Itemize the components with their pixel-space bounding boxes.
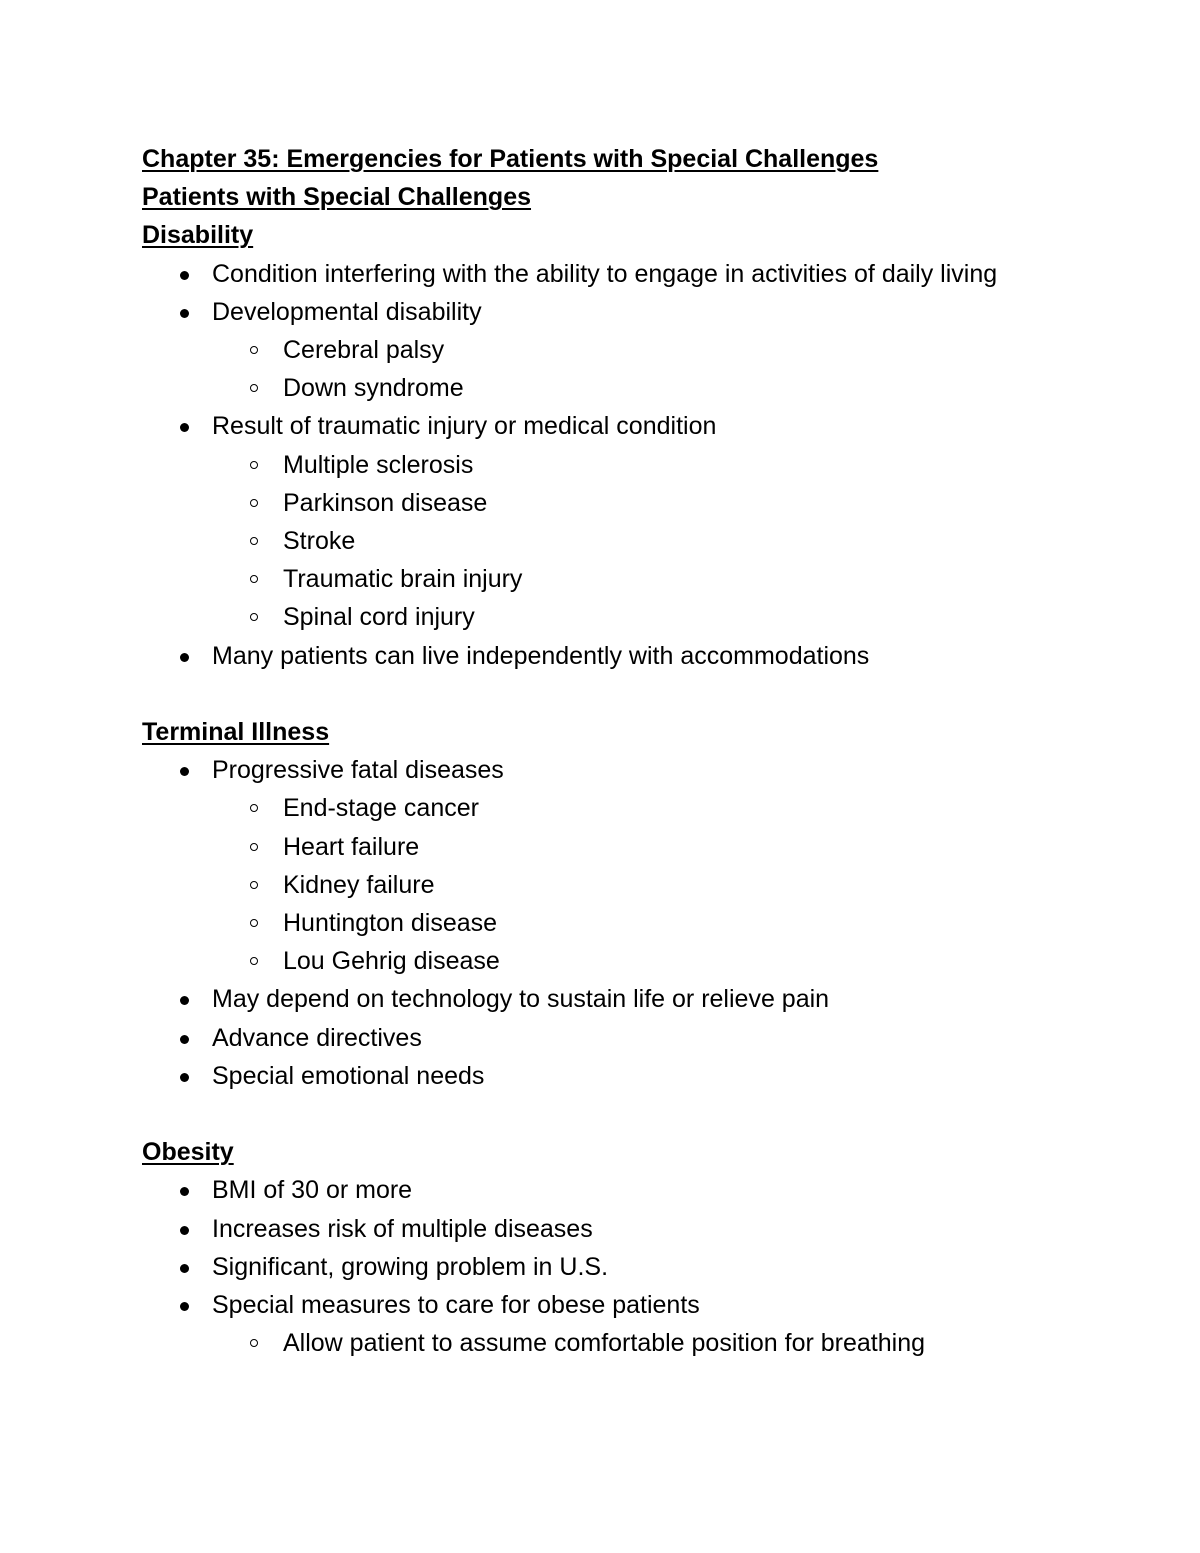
list-item: Advance directives: [142, 1019, 1042, 1057]
list-item: Special emotional needs: [142, 1057, 1042, 1095]
filled-bullet-icon: [180, 1187, 189, 1196]
hollow-bullet-icon: [250, 1339, 258, 1347]
hollow-bullet-icon: [250, 881, 258, 889]
hollow-bullet-icon: [250, 346, 258, 354]
document-page: [142, 140, 1042, 1362]
sub-list-item: Stroke: [142, 522, 1042, 560]
list-item: Increases risk of multiple diseases: [142, 1210, 1042, 1248]
filled-bullet-icon: [180, 653, 189, 662]
filled-bullet-icon: [180, 423, 189, 432]
list-item: Result of traumatic injury or medical condition: [142, 407, 1042, 445]
hollow-bullet-icon: [250, 957, 258, 965]
sub-list-item: Cerebral palsy: [142, 331, 1042, 369]
filled-bullet-icon: [180, 1302, 189, 1311]
filled-bullet-icon: [180, 271, 189, 280]
obesity-heading: Obesity: [142, 1138, 234, 1167]
list-item: BMI of 30 or more: [142, 1171, 1042, 1209]
hollow-bullet-icon: [250, 384, 258, 392]
list-item: May depend on technology to sustain life or relieve pain: [142, 980, 1042, 1018]
sub-list-item: Huntington disease: [142, 904, 1042, 942]
blank-line: [142, 1095, 1042, 1133]
terminal-illness-heading: Terminal Illness: [142, 718, 330, 747]
list-item: Condition interfering with the ability to engage in activities of daily living: [142, 255, 1042, 293]
section-subtitle: Patients with Special Challenges: [142, 183, 532, 212]
hollow-bullet-icon: [250, 537, 258, 545]
filled-bullet-icon: [180, 309, 189, 318]
blank-line: [142, 675, 1042, 713]
sub-list-item: Spinal cord injury: [142, 598, 1042, 636]
hollow-bullet-icon: [250, 843, 258, 851]
filled-bullet-icon: [180, 767, 189, 776]
hollow-bullet-icon: [250, 575, 258, 583]
sub-list-item: Heart failure: [142, 828, 1042, 866]
hollow-bullet-icon: [250, 804, 258, 812]
hollow-bullet-icon: [250, 499, 258, 507]
hollow-bullet-icon: [250, 919, 258, 927]
terminal-illness-list: [142, 751, 1042, 1095]
hollow-bullet-icon: [250, 461, 258, 469]
disability-heading: Disability: [142, 221, 254, 250]
sub-list-item: Kidney failure: [142, 866, 1042, 904]
list-item: Special measures to care for obese patients: [142, 1286, 1042, 1324]
sub-list-item: End-stage cancer: [142, 789, 1042, 827]
sub-list-item: Traumatic brain injury: [142, 560, 1042, 598]
chapter-title: Chapter 35: Emergencies for Patients with Special Challenges: [142, 145, 879, 173]
filled-bullet-icon: [180, 1226, 189, 1235]
sub-list-item: Down syndrome: [142, 369, 1042, 407]
sub-list-item: Parkinson disease: [142, 484, 1042, 522]
disability-list: [142, 255, 1042, 675]
sub-list-item: Multiple sclerosis: [142, 446, 1042, 484]
sub-list-item: Lou Gehrig disease: [142, 942, 1042, 980]
filled-bullet-icon: [180, 1035, 189, 1044]
hollow-bullet-icon: [250, 613, 258, 621]
list-item: Progressive fatal diseases: [142, 751, 1042, 789]
list-item: Significant, growing problem in U.S.: [142, 1248, 1042, 1286]
filled-bullet-icon: [180, 996, 189, 1005]
obesity-list: [142, 1171, 1042, 1362]
filled-bullet-icon: [180, 1264, 189, 1273]
list-item: Many patients can live independently with accommodations: [142, 637, 1042, 675]
list-item: Developmental disability: [142, 293, 1042, 331]
sub-list-item: Allow patient to assume comfortable position for breathing: [142, 1324, 1042, 1362]
filled-bullet-icon: [180, 1073, 189, 1082]
